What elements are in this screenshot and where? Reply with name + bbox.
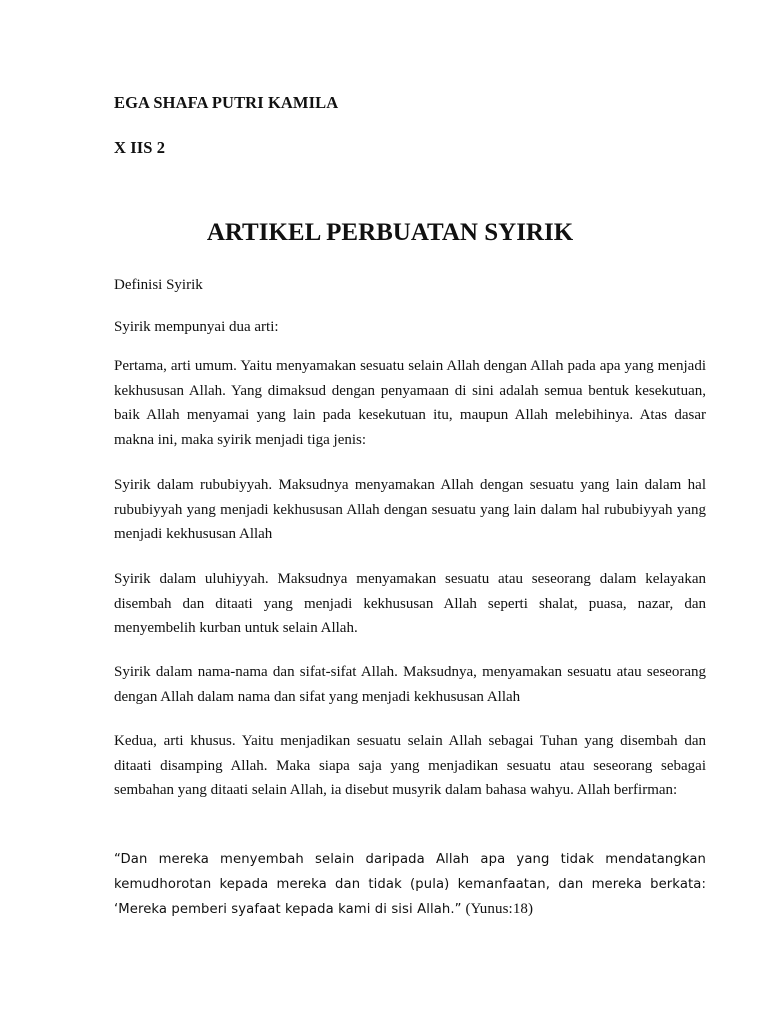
paragraph-general-meaning: Pertama, arti umum. Yaitu menyamakan sesuatu selain Allah dengan Allah pada apa yang menjadi kekhususan Allah. Yang dimaksud dengan penyamaan di sini adalah semua bentuk kesekutuan, baik Allah menyamai yang lain pada kesekutuan itu, maupun Allah melebihinya. Atas dasar makna ini, maka syirik menjadi tiga jenis: xyxy=(114,358,706,448)
paragraph-names-attributes: Syirik dalam nama-nama dan sifat-sifat Allah. Maksudnya, menyamakan sesuatu atau seseorang dengan Allah dalam nama dan sifat yang menjadi kekhususan Allah xyxy=(114,664,706,705)
class-name: X IIS 2 xyxy=(114,138,166,157)
quran-quote xyxy=(114,848,706,923)
author-name: EGA SHAFA PUTRI KAMILA xyxy=(114,93,339,112)
paragraph-two-meanings: Syirik mempunyai dua arti: xyxy=(114,319,279,335)
paragraph-specific-meaning: Kedua, arti khusus. Yaitu menjadikan sesuatu selain Allah sebagai Tuhan yang disembah dan ditaati disamping Allah. Maka siapa saja yang menjadikan sesuatu atau seseorang sebagai sembahan yang ditaati selain Allah, ia disebut musyrik dalam bahasa wahyu. Allah berfirman: xyxy=(114,733,706,798)
article-title: ARTIKEL PERBUATAN SYIRIK xyxy=(206,219,574,246)
paragraph-rububiyyah: Syirik dalam rububiyyah. Maksudnya menyamakan Allah dengan sesuatu yang lain dalam hal rububiyyah yang menjadi kekhususan Allah dengan sesuatu yang lain dalam hal rububiyyah yang menjadi kekhususan Allah xyxy=(114,477,706,542)
paragraph-uluhiyyah: Syirik dalam uluhiyyah. Maksudnya menyamakan sesuatu atau seseorang dalam kelayakan disembah dan ditaati yang menjadi kekhususan Allah seperti shalat, puasa, nazar, dan menyembelih kurban untuk selain Allah. xyxy=(114,571,706,636)
definition-heading: Definisi Syirik xyxy=(114,277,203,293)
quote-reference: (Yunus:18) xyxy=(461,901,534,917)
quote-text: “Dan mereka menyembah selain daripada Allah apa yang tidak mendatangkan kemudhorotan kepada mereka dan tidak (pula) kemanfaatan, dan mereka berkata: ‘Mereka pemberi syafaat kepada kami di sisi Allah.” xyxy=(114,852,706,917)
